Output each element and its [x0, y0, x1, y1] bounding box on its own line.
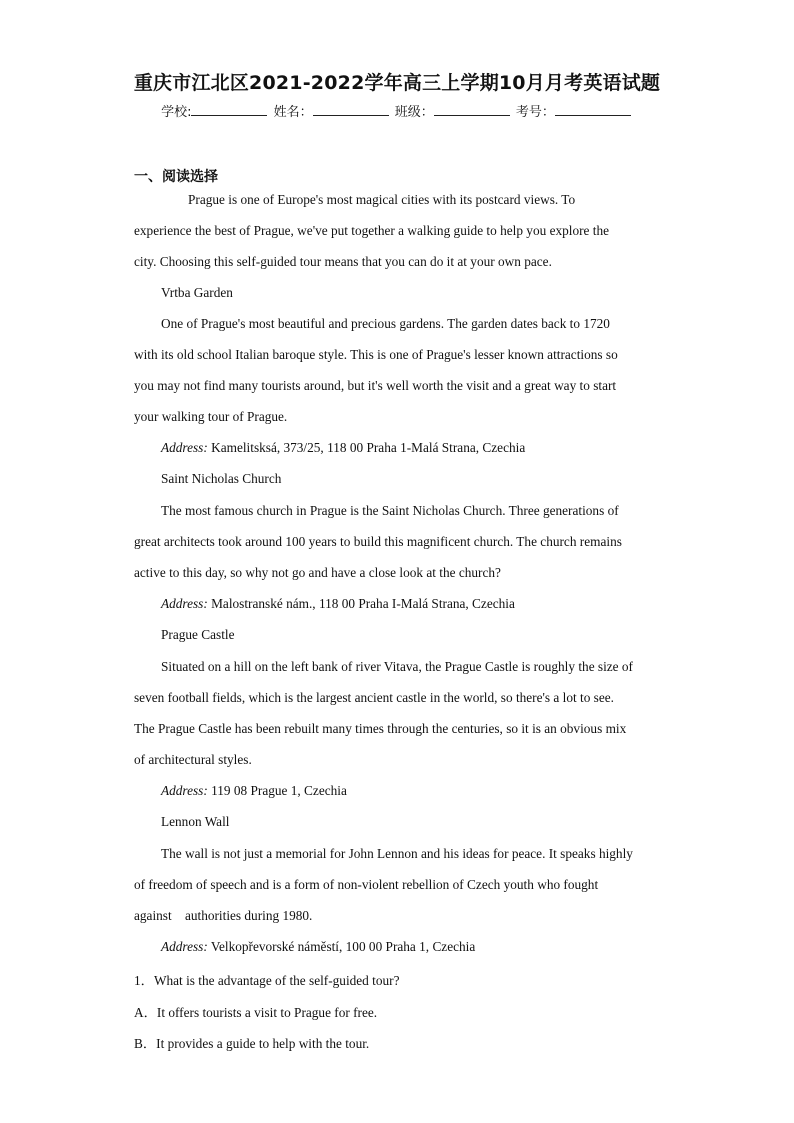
address-label: Address:	[161, 939, 208, 954]
address-value: Velkopřevorské náměstí, 100 00 Praha 1, Czechia	[210, 939, 476, 954]
spot-text-line: of freedom of speech and is a form of non-violent rebellion of Czech youth who fought	[134, 877, 599, 892]
option-b[interactable]: B．It provides a guide to help with the tour.	[134, 1036, 370, 1051]
spot-text-line: One of Prague's most beautiful and precious gardens. The garden dates back to 1720	[161, 316, 610, 331]
name-label: 姓名：	[273, 105, 313, 120]
option-a[interactable]: A．It offers tourists a visit to Prague for free.	[134, 1005, 378, 1020]
number-label: 考号：	[515, 105, 555, 120]
address-value: 119 08 Prague 1, Czechia	[211, 783, 347, 798]
spot-address	[161, 596, 515, 612]
question-stem: 1．What is the advantage of the self-guided tour?	[134, 973, 400, 988]
school-label: 学校:	[161, 105, 192, 120]
spot-text-line: The Prague Castle has been rebuilt many times through the centuries, so it is an obvious mix	[134, 721, 627, 736]
spot-name: Lennon Wall	[161, 814, 230, 829]
spot-text-line: of architectural styles.	[134, 752, 252, 767]
spot-address	[161, 440, 525, 456]
spot-text-line: you may not find many tourists around, but it's well worth the visit and a great way to start	[134, 378, 617, 393]
spot-text-line: seven football fields, which is the largest ancient castle in the world, so there's a lot to see.	[134, 690, 614, 705]
spot-address	[161, 783, 347, 799]
spot-text-line: The wall is not just a memorial for John Lennon and his ideas for peace. It speaks highly	[161, 846, 633, 861]
spot-name: Prague Castle	[161, 627, 235, 642]
spot-name: Vrtba Garden	[161, 285, 233, 300]
spot-text-line: against authorities during 1980.	[134, 908, 313, 923]
section-heading: 一、阅读选择	[134, 169, 218, 185]
address-label: Address:	[161, 783, 208, 798]
spot-text-line: Situated on a hill on the left bank of river Vitava, the Prague Castle is roughly the size of	[161, 659, 633, 674]
spot-text-line: great architects took around 100 years to build this magnificent church. The church remains	[134, 534, 622, 549]
school-blank[interactable]	[191, 103, 267, 116]
spot-text-line: with its old school Italian baroque style. This is one of Prague's lesser known attractions so	[134, 347, 618, 362]
name-blank[interactable]	[313, 103, 389, 116]
address-label: Address:	[161, 440, 208, 455]
class-label: 班级：	[394, 105, 434, 120]
intro-line: Prague is one of Europe's most magical cities with its postcard views. To	[188, 192, 576, 207]
address-label: Address:	[161, 596, 208, 611]
number-blank[interactable]	[555, 103, 631, 116]
exam-title: 重庆市江北区2021-2022学年高三上学期10月月考英语试题	[133, 72, 661, 94]
address-value: Malostranské nám., 118 00 Praha I-Malá Strana, Czechia	[211, 596, 515, 611]
intro-line: city. Choosing this self-guided tour means that you can do it at your own pace.	[134, 254, 552, 269]
class-blank[interactable]	[434, 103, 510, 116]
spot-name: Saint Nicholas Church	[161, 471, 282, 486]
spot-text-line: active to this day, so why not go and have a close look at the church?	[134, 565, 501, 580]
address-value: Kamelitsksá, 373/25, 118 00 Praha 1-Malá Strana, Czechia	[211, 440, 526, 455]
intro-line: experience the best of Prague, we've put together a walking guide to help you explore the	[134, 223, 610, 238]
student-info-row	[0, 101, 794, 120]
spot-address	[161, 939, 475, 955]
spot-text-line: your walking tour of Prague.	[134, 409, 288, 424]
spot-text-line: The most famous church in Prague is the Saint Nicholas Church. Three generations of	[161, 503, 619, 518]
